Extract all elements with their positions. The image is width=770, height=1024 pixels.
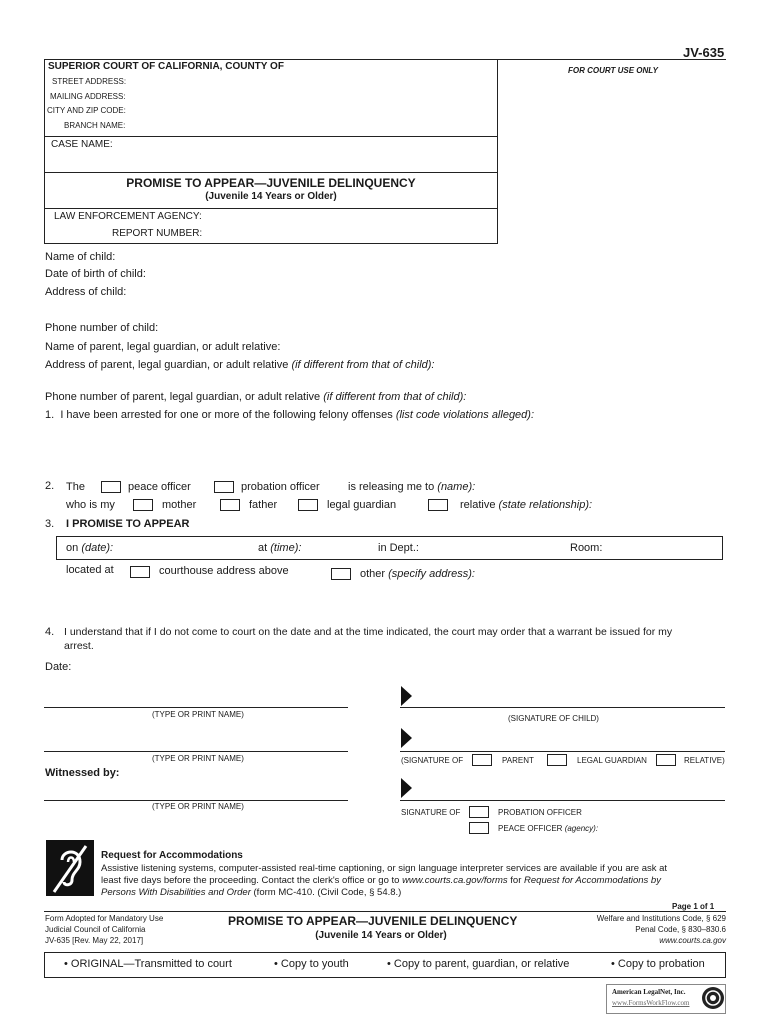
father-checkbox[interactable] — [220, 499, 240, 511]
legal-guardian-checkbox[interactable] — [298, 499, 318, 511]
accommodations-title: Request for Accommodations — [101, 850, 243, 861]
relative-text: relative — [460, 499, 496, 511]
parent-checkbox[interactable] — [472, 754, 492, 766]
distribution-original: • ORIGINAL—Transmitted to court — [64, 958, 232, 970]
other-note: (specify address): — [388, 568, 475, 580]
form-title: PROMISE TO APPEAR—JUVENILE DELINQUENCY — [126, 176, 416, 190]
witnessed-by-label: Witnessed by: — [45, 767, 120, 779]
accommodations-line2b: for — [510, 875, 522, 886]
footer-title: PROMISE TO APPEAR—JUVENILE DELINQUENCY — [228, 914, 518, 928]
accommodations-line3b: (form MC-410. (Civil Code, § 54.8.) — [253, 887, 402, 898]
other-address-checkbox[interactable] — [331, 568, 351, 580]
dept-label: in Dept.: — [378, 542, 419, 554]
mother-checkbox[interactable] — [133, 499, 153, 511]
accommodations-line1: Assistive listening systems, computer-assisted real-time captioning, or sign language interpreter services are available if you are ask at — [101, 863, 668, 874]
parent-caption: PARENT — [502, 756, 534, 765]
court-use-label: FOR COURT USE ONLY — [568, 66, 658, 75]
accommodations-line3a: Persons With Disabilities and Order — [101, 887, 251, 898]
branch-name-label: BRANCH NAME: — [64, 121, 126, 130]
item2-releasing — [348, 481, 475, 493]
print-name-line-1 — [44, 707, 348, 708]
footer-code1: Welfare and Institutions Code, § 629 — [596, 914, 726, 923]
item4-number: 4. — [45, 626, 55, 638]
item1-row — [45, 409, 534, 421]
item2-peace-officer: peace officer — [128, 481, 191, 493]
courthouse-above-checkbox[interactable] — [130, 566, 150, 578]
located-at-label: located at — [66, 564, 114, 576]
courthouse-above-label: courthouse address above — [159, 565, 289, 577]
relative-note: (state relationship): — [498, 499, 593, 511]
accessibility-icon — [46, 840, 94, 896]
page-number: Page 1 of 1 — [672, 902, 715, 911]
peace-officer-sig-checkbox[interactable] — [469, 822, 489, 834]
signature-of-open: (SIGNATURE OF — [401, 756, 464, 765]
sig-legal-guardian-checkbox[interactable] — [547, 754, 567, 766]
item4-line1: I understand that if I do not come to court on the date and at the time indicated, the court may order that a warrant be issued for my — [64, 626, 673, 638]
sign-arrow-1-icon — [401, 686, 412, 706]
item2-who-is-my: who is my — [66, 499, 115, 511]
print-name-caption-1: (TYPE OR PRINT NAME) — [152, 710, 244, 719]
item2-legal-guardian: legal guardian — [327, 499, 397, 511]
branding-url[interactable]: www.FormsWorkFlow.com — [612, 999, 690, 1007]
parent-address-row — [45, 359, 435, 371]
distribution-parent: • Copy to parent, guardian, or relative — [387, 958, 570, 970]
item2-relative — [460, 499, 592, 511]
accommodations-url[interactable]: www.courts.ca.gov/forms — [402, 875, 508, 886]
print-name-line-3 — [44, 800, 348, 801]
item1-note: (list code violations alleged): — [395, 409, 535, 421]
print-name-line-2 — [44, 751, 348, 752]
parent-address-label: Address of parent, legal guardian, or adult relative — [45, 359, 289, 371]
footer-subtitle: (Juvenile 14 Years or Older) — [315, 930, 447, 941]
form-subtitle: (Juvenile 14 Years or Older) — [205, 191, 337, 202]
child-address-label: Address of child: — [45, 286, 127, 298]
distribution-youth: • Copy to youth — [274, 958, 349, 970]
branding-logo-icon — [702, 987, 724, 1009]
distribution-probation: • Copy to probation — [611, 958, 705, 970]
signature-of-caption: SIGNATURE OF — [401, 808, 461, 817]
court-title: SUPERIOR COURT OF CALIFORNIA, COUNTY OF — [48, 61, 284, 72]
youth-text: Copy to youth — [280, 958, 349, 970]
parent-text: Copy to parent, guardian, or relative — [393, 958, 570, 970]
parent-phone-row — [45, 391, 466, 403]
item3-title: I PROMISE TO APPEAR — [66, 518, 190, 530]
item2-the: The — [66, 481, 85, 493]
on-label: on — [66, 542, 79, 554]
at-label: at — [258, 542, 268, 554]
footer-rule — [44, 911, 726, 912]
footer-revision: JV-635 [Rev. May 22, 2017] — [45, 936, 144, 945]
item1-number: 1. — [45, 409, 55, 421]
item4-line2: arrest. — [64, 640, 94, 652]
sig-relative-checkbox[interactable] — [656, 754, 676, 766]
city-zip-label: CITY AND ZIP CODE: — [47, 106, 126, 115]
peace-officer-text: PEACE OFFICER — [498, 824, 563, 833]
child-dob-label: Date of birth of child: — [45, 268, 146, 280]
parent-signature-line — [400, 751, 725, 752]
legal-guardian-caption: LEGAL GUARDIAN — [577, 756, 647, 765]
agency-note: (agency): — [564, 824, 599, 833]
probation-text: Copy to probation — [617, 958, 705, 970]
sign-arrow-2-icon — [401, 728, 412, 748]
item2-number: 2. — [45, 480, 55, 492]
footer-website[interactable]: www.courts.ca.gov — [659, 936, 726, 945]
other-address — [360, 568, 475, 580]
room-label: Room: — [570, 542, 603, 554]
agency-label: LAW ENFORCEMENT AGENCY: — [54, 211, 202, 222]
item2-mother: mother — [162, 499, 197, 511]
child-phone-label: Phone number of child: — [45, 322, 159, 334]
peace-officer-caption — [498, 824, 598, 833]
appear-at — [258, 542, 301, 554]
parent-phone-label: Phone number of parent, legal guardian, or adult relative — [45, 391, 321, 403]
case-name-label: CASE NAME: — [51, 139, 113, 150]
child-signature-line — [400, 707, 725, 708]
court-use-area — [498, 59, 726, 249]
releasing-text: is releasing me to — [348, 481, 435, 493]
original-text: ORIGINAL—Transmitted to court — [70, 958, 232, 970]
releasing-name-note: (name): — [437, 481, 476, 493]
item2-father: father — [249, 499, 278, 511]
accommodations-line3 — [101, 887, 401, 898]
officer-signature-line — [400, 800, 725, 801]
item1-text: I have been arrested for one or more of the following felony offenses — [60, 409, 393, 421]
probation-officer-sig-checkbox[interactable] — [469, 806, 489, 818]
relative-caption: RELATIVE) — [684, 756, 725, 765]
probation-officer-caption: PROBATION OFFICER — [498, 808, 582, 817]
accommodations-line2c: Request for Accommodations by — [524, 875, 661, 886]
branding-name: American LegalNet, Inc. — [612, 988, 686, 996]
report-number-label: REPORT NUMBER: — [112, 228, 203, 239]
peace-officer-checkbox[interactable] — [101, 481, 121, 493]
item2-probation-officer: probation officer — [241, 481, 320, 493]
parent-phone-note: (if different from that of child): — [323, 391, 467, 403]
form-number: JV-635 — [683, 45, 725, 60]
parent-address-note: (if different from that of child): — [291, 359, 435, 371]
appear-on — [66, 542, 113, 554]
item3-number: 3. — [45, 518, 55, 530]
print-name-caption-2: (TYPE OR PRINT NAME) — [152, 754, 244, 763]
date-note: (date): — [81, 542, 114, 554]
time-note: (time): — [270, 542, 302, 554]
relative-checkbox[interactable] — [428, 499, 448, 511]
child-signature-caption: (SIGNATURE OF CHILD) — [508, 714, 599, 723]
footer-council: Judicial Council of California — [45, 925, 146, 934]
accommodations-line2 — [101, 875, 661, 886]
parent-name-label: Name of parent, legal guardian, or adult relative: — [45, 341, 281, 353]
probation-officer-checkbox[interactable] — [214, 481, 234, 493]
mailing-address-label: MAILING ADDRESS: — [50, 92, 126, 101]
footer-code2: Penal Code, § 830–830.6 — [635, 925, 726, 934]
sign-arrow-3-icon — [401, 778, 412, 798]
accommodations-line2a: least five days before the proceeding. Contact the clerk's office or go to — [101, 875, 400, 886]
child-name-label: Name of child: — [45, 251, 116, 263]
street-address-label: STREET ADDRESS: — [52, 77, 127, 86]
date-label: Date: — [45, 661, 72, 673]
other-label: other — [360, 568, 386, 580]
print-name-caption-3: (TYPE OR PRINT NAME) — [152, 802, 244, 811]
footer-adopted: Form Adopted for Mandatory Use — [45, 914, 164, 923]
